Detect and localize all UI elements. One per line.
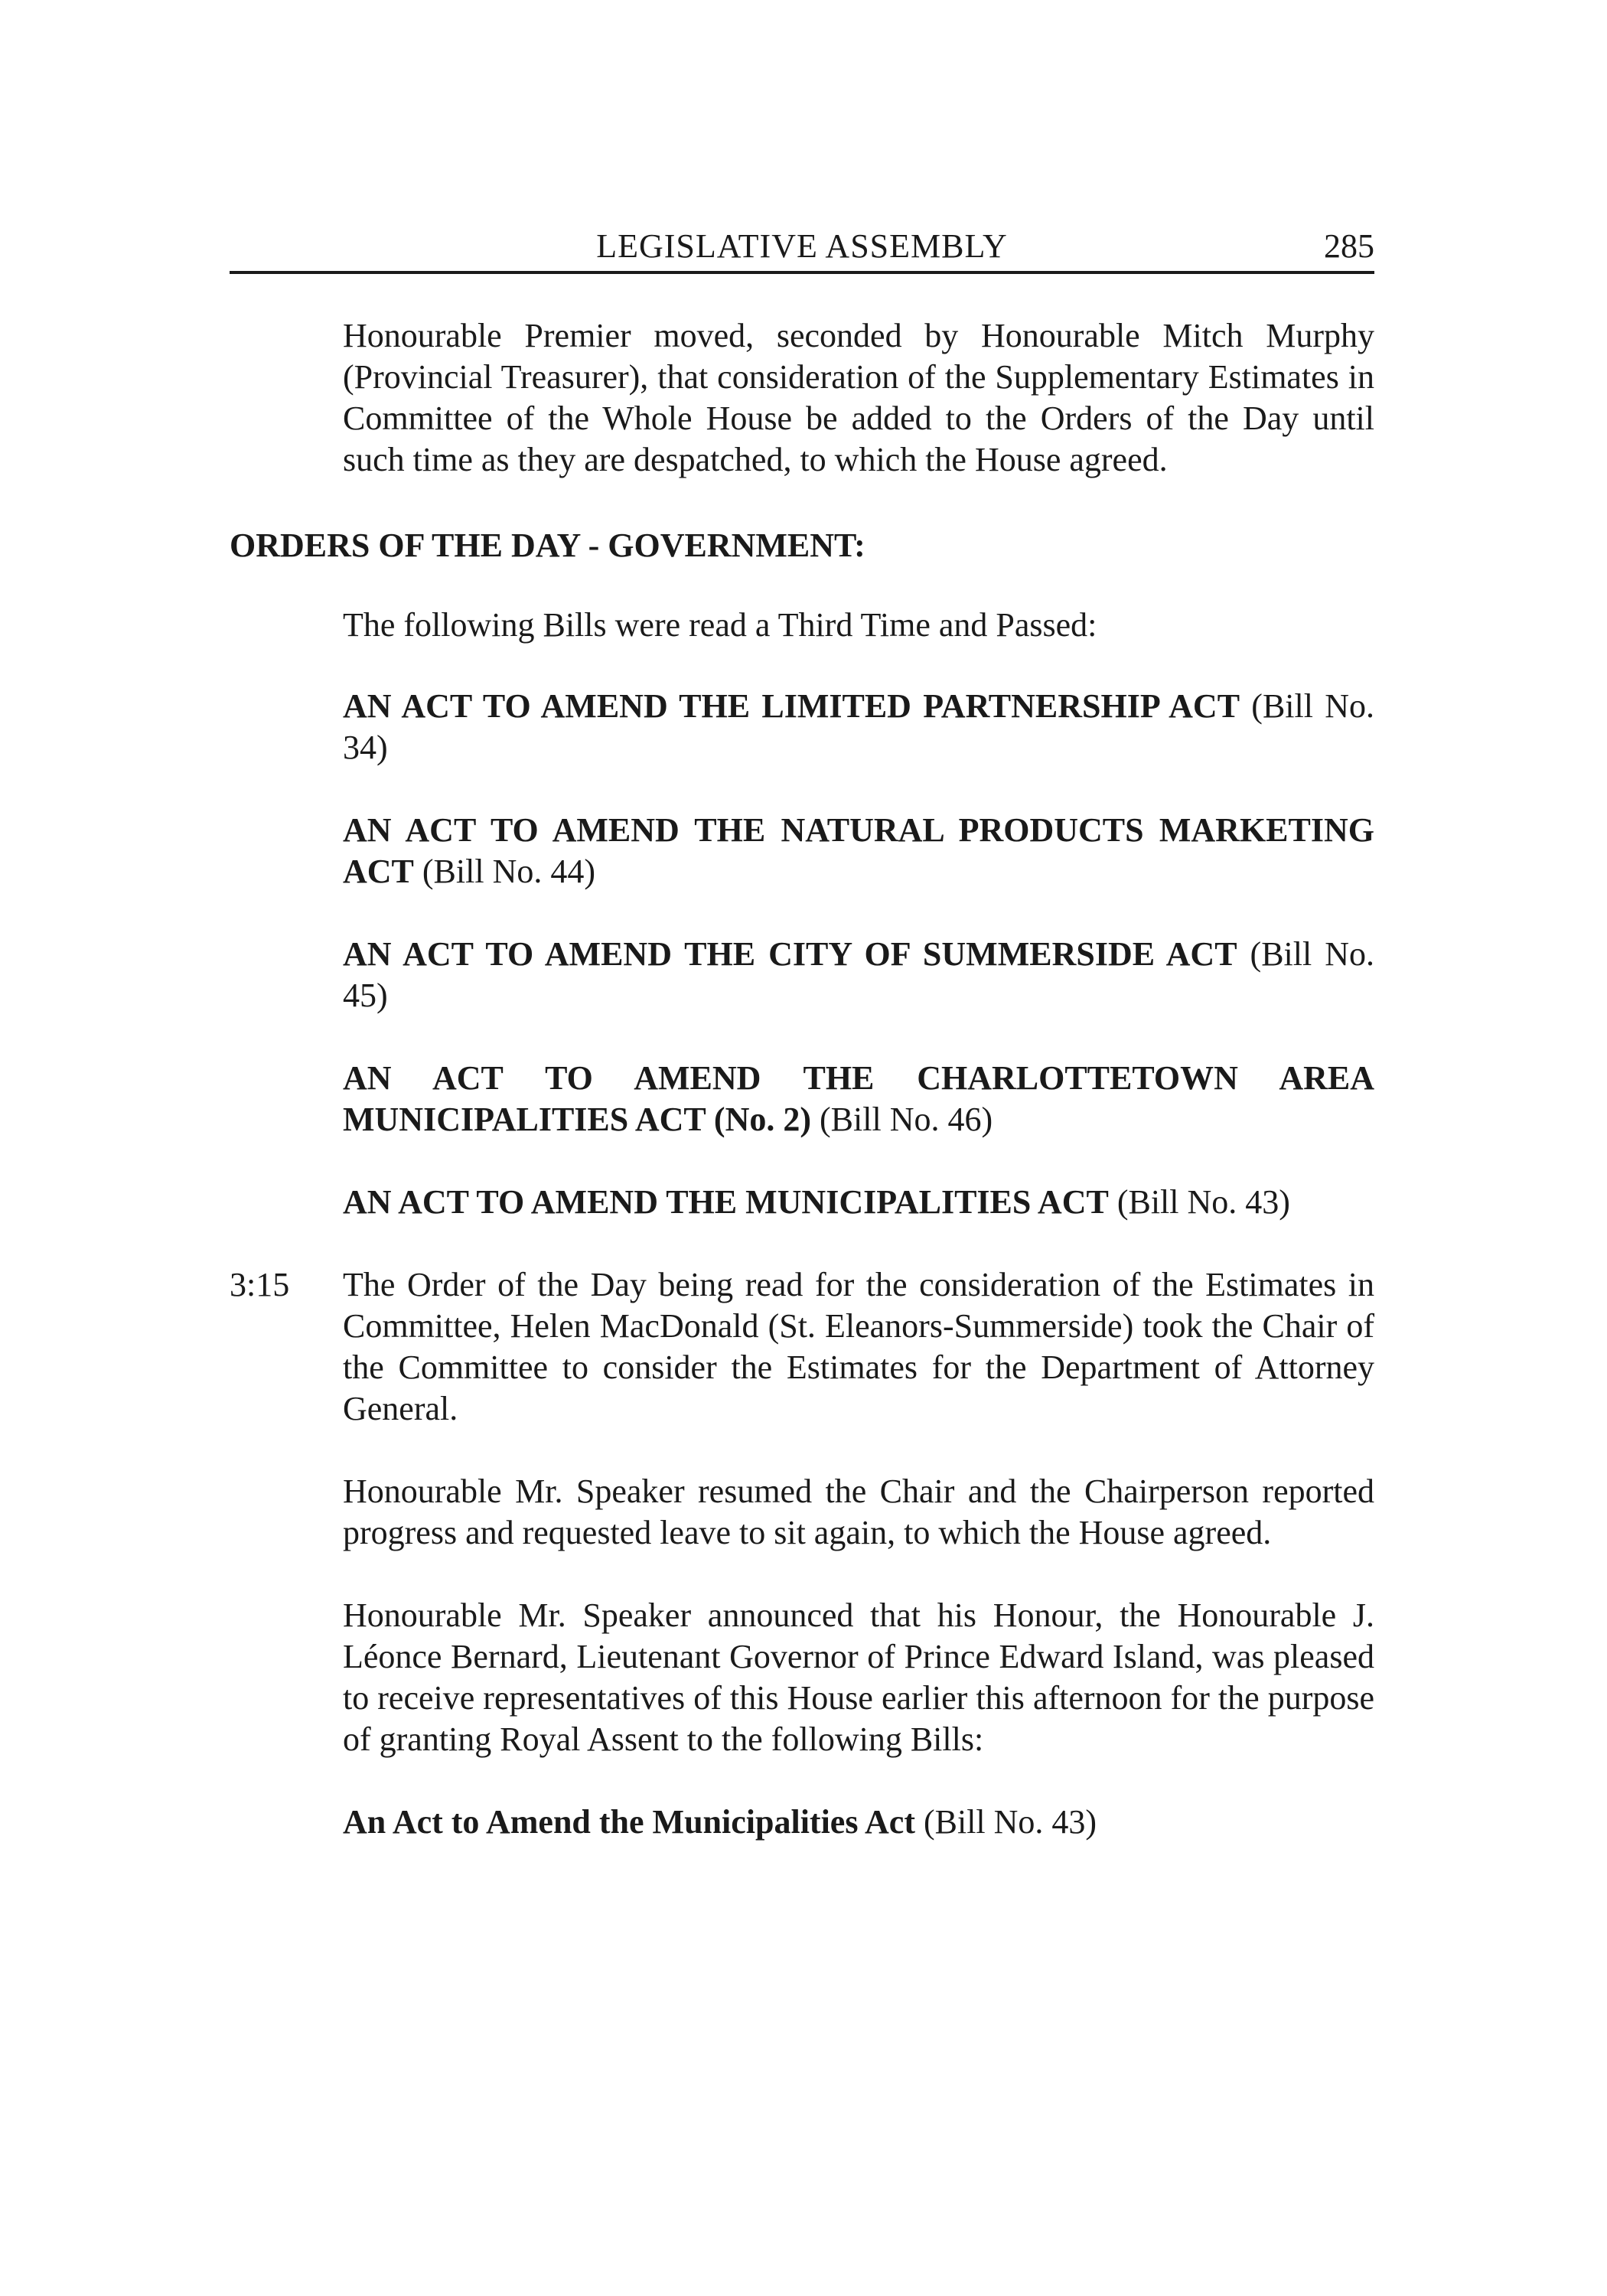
header-title: LEGISLATIVE ASSEMBLY — [596, 227, 1008, 265]
section-heading: ORDERS OF THE DAY - GOVERNMENT: — [230, 527, 865, 564]
bill-number: (Bill No. 34) — [343, 687, 1374, 766]
page-header — [230, 227, 1374, 274]
margin-time: 3:15 — [230, 1266, 290, 1303]
bill-number: (Bill No. 46) — [820, 1101, 993, 1138]
assented-bill — [343, 1802, 1374, 1843]
bill-title: AN ACT TO AMEND THE LIMITED PARTNERSHIP ACT — [343, 687, 1240, 725]
bill-item — [343, 1058, 1374, 1140]
intro-paragraph: Honourable Premier moved, seconded by Honourable Mitch Murphy (Provincial Treasurer), that consideration of the Supplementary Estimates in Committee of the Whole House be added to the Orders of the Day until such time as they are despatched, to which the House agreed. — [343, 317, 1374, 478]
speaker-resumed-paragraph: Honourable Mr. Speaker resumed the Chair and the Chairperson reported progress and requested leave to sit again, to which the House agreed. — [343, 1473, 1374, 1551]
assented-bill-title: An Act to Amend the Municipalities Act — [343, 1803, 915, 1841]
estimates-paragraph: The Order of the Day being read for the consideration of the Estimates in Committee, Helen MacDonald (St. Eleanors-Summerside) took the Chair of the Committee to consider the Estimates for the Department of Attorney General. — [343, 1266, 1374, 1427]
bill-title: AN ACT TO AMEND THE CITY OF SUMMERSIDE ACT — [343, 935, 1237, 973]
royal-assent-paragraph: Honourable Mr. Speaker announced that his Honour, the Honourable J. Léonce Bernard, Lieutenant Governor of Prince Edward Island, was pleased to receive representatives of this House earlier this afternoon for the purpose of granting Royal Assent to the following Bills: — [343, 1596, 1374, 1758]
bill-item — [343, 686, 1374, 768]
assented-bill-number: (Bill No. 43) — [923, 1803, 1097, 1841]
bill-number: (Bill No. 45) — [343, 935, 1374, 1014]
bill-number: (Bill No. 44) — [422, 853, 596, 890]
page-number: 285 — [1324, 227, 1374, 265]
bill-title-line2: MUNICIPALITIES ACT (No. 2) — [343, 1101, 812, 1138]
bill-number: (Bill No. 43) — [1116, 1183, 1290, 1221]
bill-title: AN ACT TO AMEND THE NATURAL PRODUCTS MARKETING ACT — [343, 811, 1374, 890]
bills-intro: The following Bills were read a Third Time and Passed: — [343, 606, 1097, 644]
bill-item — [343, 810, 1374, 892]
bill-item — [343, 934, 1374, 1016]
bill-item — [343, 1182, 1374, 1223]
bill-title-line1: AN ACT TO AMEND THE CHARLOTTETOWN AREA — [343, 1059, 1374, 1097]
bill-title: AN ACT TO AMEND THE MUNICIPALITIES ACT — [343, 1183, 1109, 1221]
